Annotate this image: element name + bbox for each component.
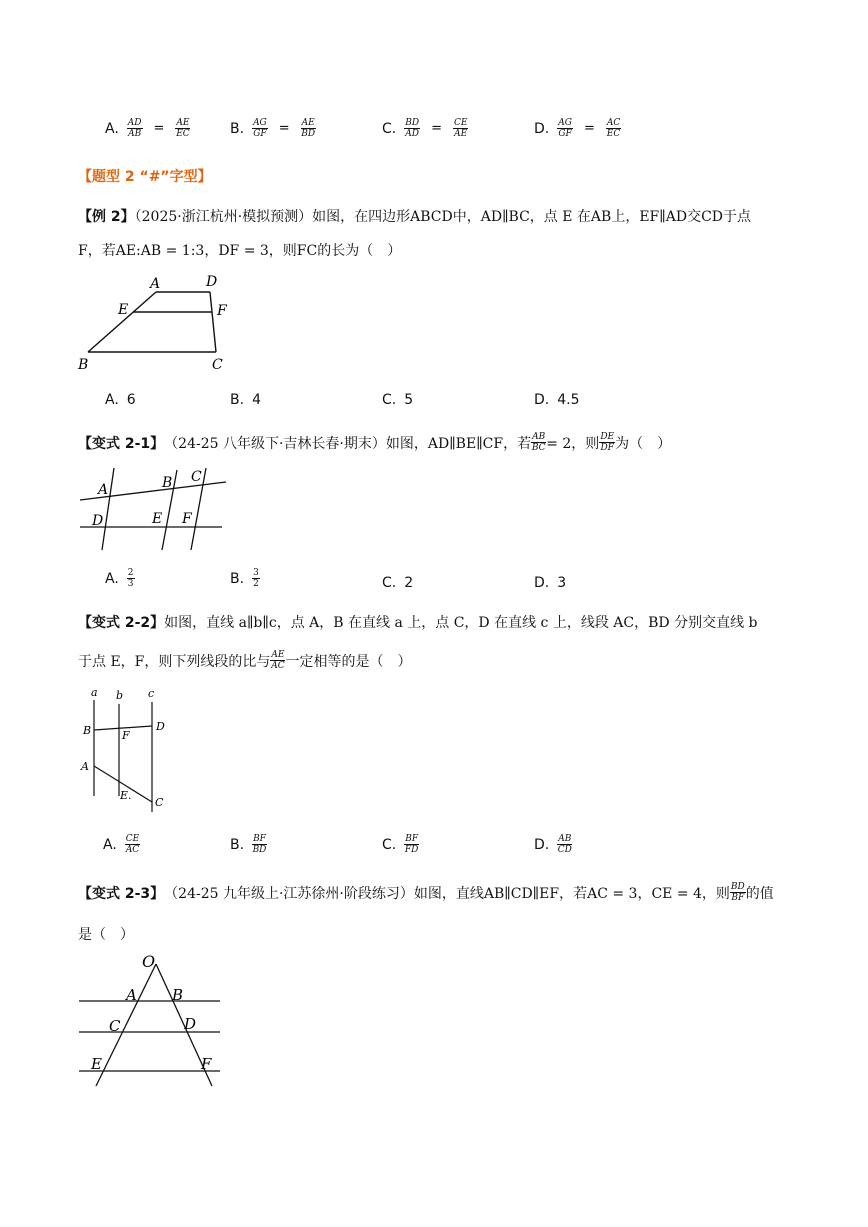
v23-line1: 【变式 2-3】 （24-25 九年级上·江苏徐州·阶段练习）如图，直线AB∥CD∥EF，若AC = 3，CE = 4，则 $\frac{BD}{BF}$ 的值 [78, 882, 774, 903]
label-c: C [155, 796, 164, 809]
fraction: $\frac{AE}{AC}$ [271, 650, 285, 671]
v23-tag: 【变式 2-3】 [78, 885, 165, 902]
ex2-option-a[interactable]: A. 6 [105, 392, 136, 408]
v21-tag: 【变式 2-1】 [78, 435, 165, 452]
fraction: $\frac{AE}{EC}$ [176, 118, 190, 139]
fraction: $\frac{AB}{BC}$ [531, 432, 546, 453]
v21-figure [76, 462, 236, 554]
label-f: F [201, 1055, 212, 1073]
ex2-line1 [78, 206, 798, 226]
prev-option-c[interactable]: C. $\frac{BD}{AD}$ = $\frac{CE}{AE}$ [382, 118, 468, 139]
segment-ab [88, 292, 156, 352]
label-b: B [83, 724, 92, 737]
label-line-b: b [116, 689, 124, 702]
option-letter: A. [105, 120, 119, 137]
label-line-a: a [91, 686, 98, 699]
label-c: C [212, 357, 223, 373]
label-d: D [206, 274, 218, 290]
ex2-option-d[interactable]: D. 4.5 [534, 392, 580, 408]
option-letter: D. [534, 120, 550, 137]
v21-line1: 【变式 2-1】 （24-25 八年级下·吉林长春·期末）如图，AD∥BE∥CF，若 $\frac{AB}{BC}$ = 2，则 $\frac{DE}{DF}$ 为（ ） [78, 432, 672, 453]
section-title: 【题型 2 “#”字型】 [78, 169, 212, 185]
line-ad [102, 468, 114, 550]
label-b: B [162, 475, 173, 491]
label-d: D [184, 1015, 197, 1033]
segment-dc [210, 292, 216, 352]
ex2-option-b[interactable]: B. 4 [230, 392, 261, 408]
fraction: $\frac{CE}{AE}$ [453, 118, 468, 139]
label-d: D [92, 513, 104, 529]
v21-option-a[interactable]: A. $\frac{2}{3}$ [105, 568, 134, 589]
v23-line2: 是（ ） [78, 927, 134, 943]
v22-figure [76, 684, 176, 814]
fraction: $\frac{AG}{GF}$ [253, 118, 267, 139]
ex2-line2: F，若AE:AB = 1:3，DF = 3，则FC的长为（ ） [78, 243, 402, 259]
ex2-figure [70, 270, 250, 380]
label-c: C [191, 469, 202, 485]
v22-option-a[interactable]: A. $\frac{CE}{AC}$ [103, 834, 140, 855]
v22-option-d[interactable]: D. $\frac{AB}{CD}$ [534, 834, 572, 855]
label-a: A [98, 482, 109, 498]
label-a: A [150, 276, 161, 292]
v22-line1: 【变式 2-2】如图，直线 a∥b∥c，点 A，B 在直线 a 上，点 C，D 在直线 c 上，线段 AC，BD 分别交直线 b [78, 615, 758, 631]
label-d: D [156, 720, 165, 733]
label-b: B [172, 986, 184, 1004]
fraction: $\frac{AG}{GF}$ [558, 118, 572, 139]
ex2-tag: 【例 2】 [78, 209, 135, 225]
option-letter: B. [230, 120, 245, 137]
label-o: O [142, 952, 156, 971]
label-e: E [91, 1055, 102, 1073]
v21-option-d[interactable]: D. 3 [534, 575, 567, 591]
label-a: A [126, 986, 137, 1004]
fraction: $\frac{DE}{DF}$ [600, 432, 615, 453]
prev-option-b[interactable]: B. $\frac{AG}{GF}$ = $\frac{AE}{BD}$ [230, 118, 316, 139]
fraction: $\frac{AE}{BD}$ [301, 118, 316, 139]
line-oe [96, 964, 156, 1086]
v22-line2: 于点 E，F，则下列线段的比与 $\frac{AE}{AC}$ 一定相等的是（ ） [78, 650, 412, 671]
fraction: $\frac{BD}{BF}$ [730, 882, 745, 903]
label-a: A [81, 760, 89, 773]
label-e: E [152, 511, 163, 527]
option-letter: C. [382, 120, 397, 137]
v23-figure [74, 950, 234, 1090]
ex2-option-c[interactable]: C. 5 [382, 392, 414, 408]
prev-option-d[interactable]: D. $\frac{AG}{GF}$ = $\frac{AC}{EC}$ [534, 118, 621, 139]
v22-option-b[interactable]: B. $\frac{BF}{BD}$ [230, 834, 267, 855]
label-e: E [118, 302, 129, 318]
v21-option-b[interactable]: B. $\frac{3}{2}$ [230, 568, 259, 589]
fraction: $\frac{AC}{EC}$ [606, 118, 621, 139]
label-e: E. [120, 789, 132, 802]
ex2-text-1: （2025·浙江杭州·模拟预测）如图，在四边形ABCD中，AD∥BC，点 E 在AB上，EF∥AD交CD于点 [134, 209, 751, 225]
v21-option-c[interactable]: C. 2 [382, 575, 414, 591]
label-c: C [109, 1017, 121, 1035]
label-f: F [182, 511, 192, 527]
v22-option-c[interactable]: C. $\frac{BF}{FD}$ [382, 834, 419, 855]
label-line-c: c [148, 687, 155, 700]
label-f: F [217, 303, 227, 319]
label-f: F [122, 729, 130, 742]
prev-option-a[interactable]: A. $\frac{AD}{AB}$ = $\frac{AE}{EC}$ [105, 118, 190, 139]
v22-tag: 【变式 2-2】 [78, 615, 165, 631]
fraction: $\frac{AD}{AB}$ [127, 118, 142, 139]
fraction: $\frac{BD}{AD}$ [405, 118, 420, 139]
label-b: B [78, 357, 89, 373]
